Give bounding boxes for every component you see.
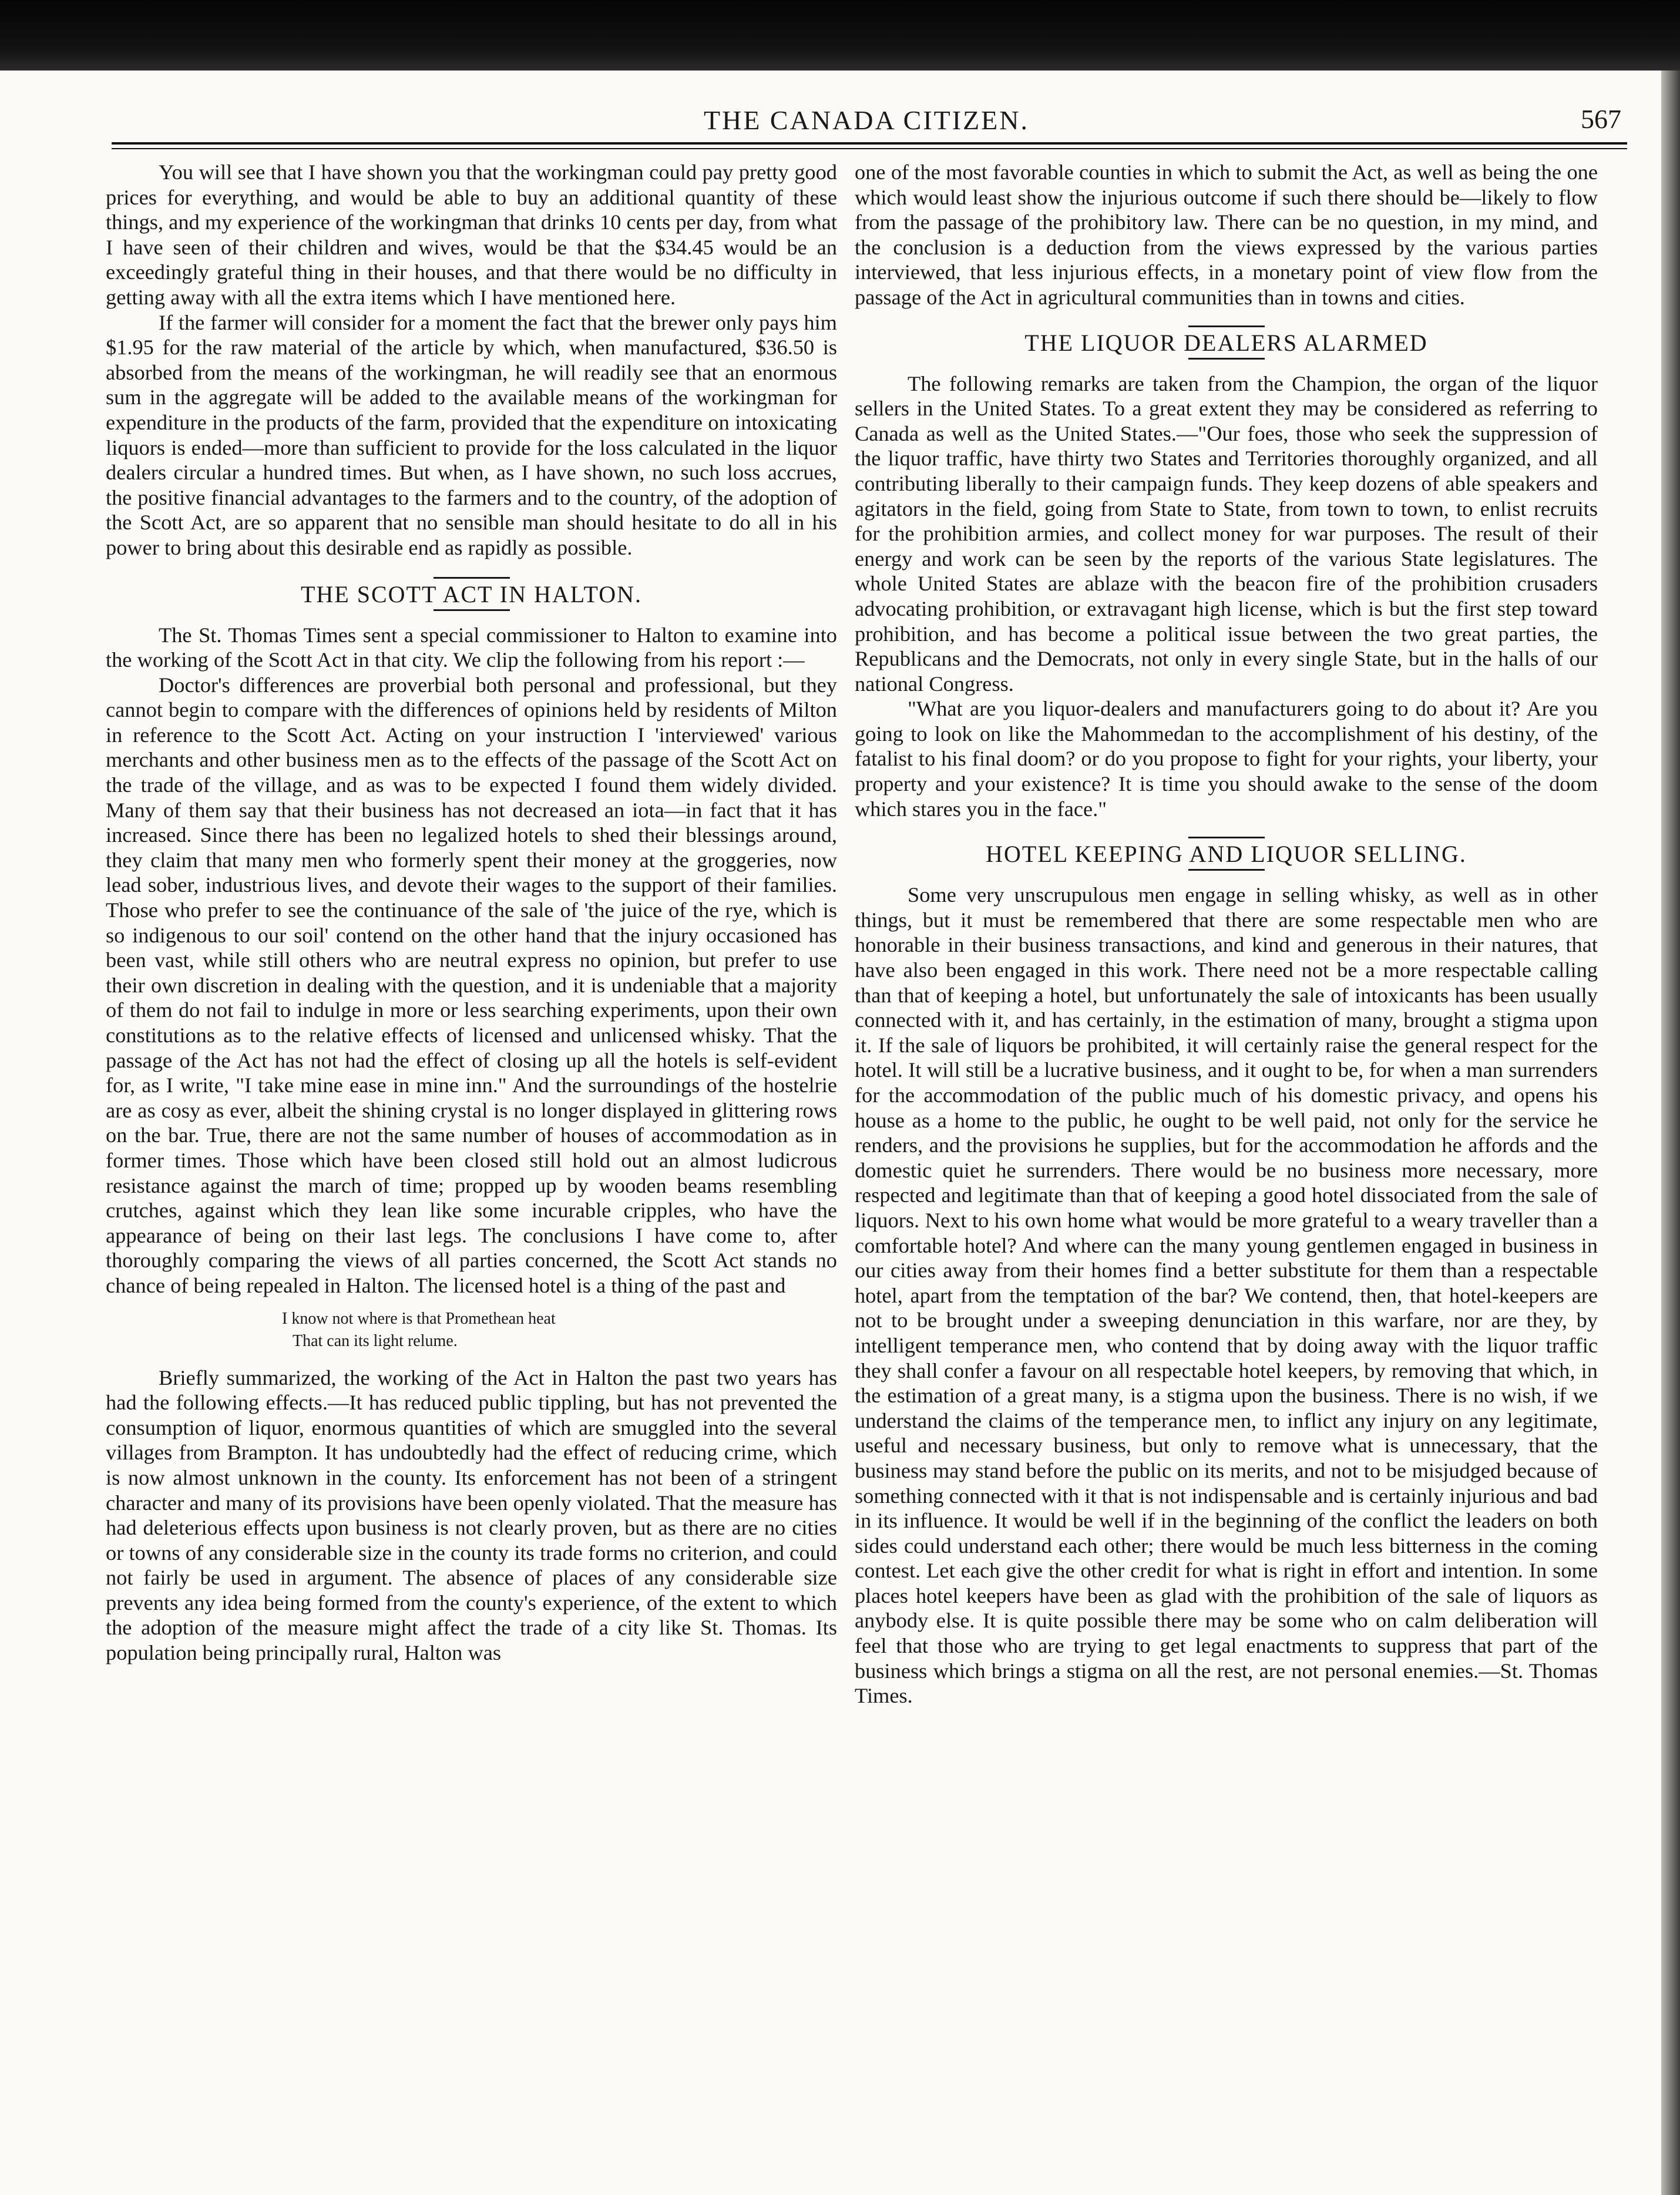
article-paragraph: "What are you liquor-dealers and manufacturers going to do about it? Are you going to look on like the Mahommedan to the accomplishment of his destiny, of the fatalist to his final doom? or do you propose to fight for your rights, your liberty, your property and your existence? It is time you should awake to the sense of the doom which stares you in the face." (855, 697, 1598, 821)
article-paragraph: The St. Thomas Times sent a special commissioner to Halton to examine into the working of the Scott Act in that city. We clip the following from his report :— (106, 623, 837, 672)
article-paragraph: The following remarks are taken from the Champion, the organ of the liquor sellers in the United States. To a great extent they may be considered as referring to Canada as well as the United States.—"Our foes, those who seek the suppression of the liquor traffic, have thirty two States and Territories thoroughly organized, and all contributing liberally to their campaign funds. They keep dozens of able speakers and agitators in the field, going from State to State, from town to town, to enlist recruits for the prohibition armies, and collect money for war purposes. The result of their energy and work can be seen by the reports of the various State legislatures. The whole United States are ablaze with the beacon fire of the prohibition crusaders advocating prohibition, or extravagant high license, which is but the first step toward prohibition, and has become a political issue between the two great parties, the Republicans and the Democrats, not only in every single State, but in the halls of our national Congress. (855, 371, 1598, 696)
article-paragraph: You will see that I have shown you that the workingman could pay pretty good prices for everything, and would be able to buy an additional quantity of these things, and my experience of the workingman that drinks 10 cents per day, from what I have seen of their children and wives, would be that the $34.45 would be an exceedingly grateful thing in their houses, and that there would be no difficulty in getting away with all the extra items which I have mentioned here. (106, 160, 837, 309)
header-rule-thick (112, 142, 1627, 145)
left-column (106, 160, 837, 2169)
quoted-verse (106, 1308, 837, 1352)
verse-line: I know not where is that Promethean heat (282, 1309, 556, 1328)
heading-liquor-dealers: THE LIQUOR DEALERS ALARMED (1024, 329, 1428, 356)
article-paragraph: Doctor's differences are proverbial both personal and professional, but they cannot begin to compare with the differences of opinions held by residents of Milton in reference to the Scott Act. Acting on your instruction I 'interviewed' various merchants and other business men as to the effects of the passage of the Scott Act on the trade of the village, and as was to be expected I found them widely divided. Many of them say that their business has not decreased an iota—in fact that it has increased. Since there has been no legalized hotels to shed their blessings around, they claim that many men who formerly spent their money at the groggeries, now lead sober, industrious lives, and devote their wages to the support of their families. Those who prefer to see the continuance of the sale of 'the juice of the rye, which is so indigenous to our soil' contend on the other hand that the injury occasioned has been vast, while still others who are neutral express no opinion, but prefer to use their own discretion in dealing with the question, and it is undeniable that a majority of them do not fail to indulge in more or less searching experiments, upon their own constitutions as to the relative effects of licensed and unlicensed whisky. That the passage of the Act has not had the effect of closing up all the hotels is self-evident for, as I write, "I take mine ease in mine inn." And the surroundings of the hostelrie are as cosy as ever, albeit the shining crystal is no longer displayed in glittering rows on the bar. True, there are not the same number of houses of accommodation as in former times. Those which have been closed still hold out an almost ludicrous resistance against the march of time; propped up by wooden beams resembling crutches, against which they lean like some incurable cripples, who have the appearance of being on their last legs. The conclusions I have come to, after thoroughly comparing the views of all parties concerned, the Scott Act stands no chance of being repealed in Halton. The licensed hotel is a thing of the past and (106, 673, 837, 1297)
section-divider (1188, 325, 1265, 327)
article-paragraph: Some very unscrupulous men engage in selling whisky, as well as in other things, but it must be remembered that there are some respectable men who are honorable in their business transactions, and kind and generous in their natures, that have also been engaged in this work. There need not be a more respectable calling than that of keeping a hotel, but unfortunately the sale of intoxicants has been usually connected with it, and has certainly, in the estimation of many, brought a stigma upon it. If the sale of liquors be prohibited, it will certainly raise the general respect for the hotel. It will still be a lucrative business, and it ought to be, for when a man surrenders for the accommodation of the public much of his domestic privacy, and opens his house as a home to the public, he ought to be well paid, not only for the service he renders, and the provisions he supplies, but for the accommodation he affords and the domestic quiet he surrenders. There would be no business more necessary, more respected and legitimate than that of keeping a good hotel dissociated from the sale of liquors. Next to his own home what would be more grateful to a weary traveller than a comfortable hotel? And where can the many young gentlemen engaged in business in our cities away from their homes find a better substitute for them than a respectable hotel, apart from the temptation of the bar? We contend, then, that hotel-keepers are not to be brought under a sweeping denunciation in this warfare, nor are they, by intelligent temperance men, who contend that by doing away with the liquor traffic they shall confer a favour on all respectable hotel keepers, by removing that which, in the estimation of a great many, is a stigma upon the business. There is no wish, if we understand the claims of the temperance men, to inflict any injury on any legitimate, useful and necessary business, but only to remove what is unnecessary, that the business may stand before the public on its merits, and not to be misjudged because of something connected with it that is not indispensable and is certainly injurious and bad in its influence. It would be well if in the beginning of the conflict the leaders on both sides could understand each other; there would be much less bitterness in the coming contest. Let each give the other credit for what is right in effort and intention. In some places hotel keepers have been as glad with the prohibition of the sale of liquors as anybody else. It is quite possible there may be some who on calm deliberation will feel that those who are trying to get legal enactments to suppress that part of the business which brings a stigma on all the rest, are not personal enemies.—St. Thomas Times. (855, 883, 1598, 1708)
scan-top-border (0, 0, 1680, 71)
section-divider (1188, 837, 1265, 838)
page-number: 567 (1581, 104, 1621, 134)
scan-right-edge (1661, 71, 1680, 2195)
article-paragraph: one of the most favorable counties in which to submit the Act, as well as being the one which would least show the injurious outcome if such there should be—likely to flow from the passage of the prohibitory law. There can be no question, in my mind, and the conclusion is a deduction from the views expressed by the various parties interviewed, that less injurious effects, in a monetary point of view flow from the passage of the Act in agricultural communities than in towns and cities. (855, 160, 1598, 309)
section-divider (434, 577, 510, 579)
masthead-title: THE CANADA CITIZEN. (704, 105, 1029, 135)
verse-line: That can its light relume. (293, 1331, 458, 1350)
right-column (855, 160, 1598, 2169)
header-rule-thin (112, 148, 1627, 149)
heading-scott-act: THE SCOTT ACT IN HALTON. (300, 580, 642, 608)
heading-hotel-keeping: HOTEL KEEPING AND LIQUOR SELLING. (986, 841, 1467, 868)
article-paragraph: If the farmer will consider for a moment the fact that the brewer only pays him $1.95 for the raw material of the article by which, when manufactured, $36.50 is absorbed from the means of the workingman, he will readily see that an enormous sum in the aggregate will be added to the available means of the workingman for expenditure in the products of the farm, provided that the expenditure on intoxicating liquors is ended—more than sufficient to provide for the loss calculated in the liquor dealers circular a hundred times. But when, as I have shown, no such loss accrues, the positive financial advantages to the farmers and to the country, of the adoption of the Scott Act, are so apparent that no sensible man should hesitate to do all in his power to bring about this desirable end as rapidly as possible. (106, 310, 837, 559)
page-header (106, 101, 1627, 142)
article-paragraph: Briefly summarized, the working of the Act in Halton the past two years has had the following effects.—It has reduced public tippling, but has not prevented the consumption of liquor, enormous quantities of which are smuggled into the several villages from Brampton. It has undoubtedly had the effect of reducing crime, which is now almost unknown in the county. Its enforcement has not been of a stringent character and many of its provisions have been openly violated. That the measure has had deleterious effects upon business is not clearly proven, but as there are no cities or towns of any considerable size in the county its trade forms no criterion, and could not fairly be used in argument. The absence of places of any considerable size prevents any idea being formed from the county's experience, of the extent to which the adoption of the measure might affect the trade of a city like St. Thomas. Its population being principally rural, Halton was (106, 1365, 837, 1665)
